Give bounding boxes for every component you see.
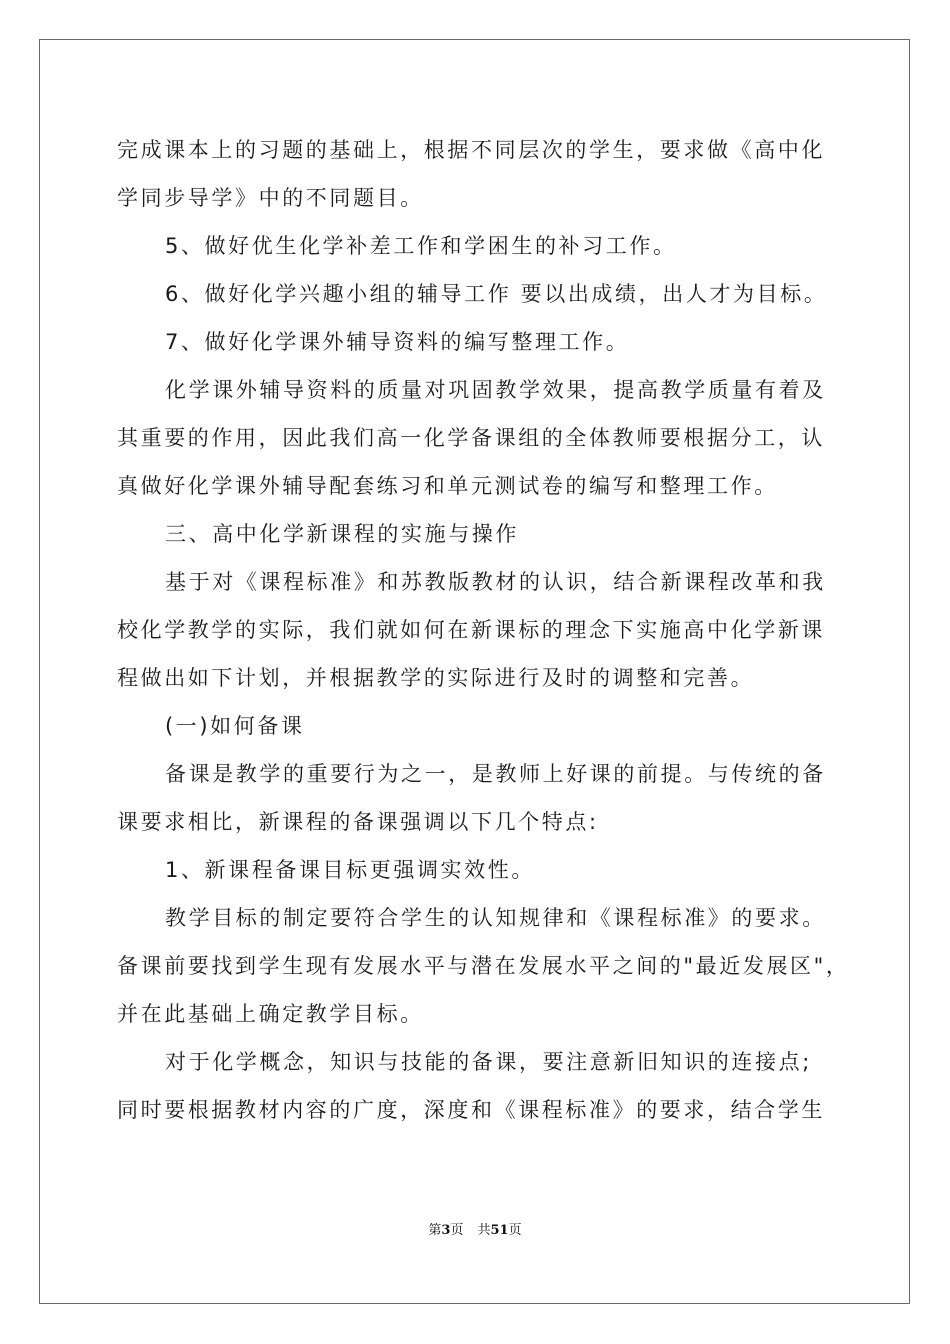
paragraph-line: 真做好化学课外辅导配套练习和单元测试卷的编写和整理工作。: [117, 474, 778, 498]
total-label-prefix: 共: [477, 1223, 491, 1238]
paragraph-line: 其重要的作用，因此我们高一化学备课组的全体教师要根据分工，认: [117, 426, 825, 450]
paragraph-line: 化学课外辅导资料的质量对巩固教学效果，提高教学质量有着及: [165, 378, 826, 402]
page-footer: [0, 1219, 950, 1238]
paragraph-line: 基于对《课程标准》和苏教版教材的认识，结合新课程改革和我: [165, 570, 826, 594]
page-number: 3: [441, 1223, 451, 1238]
paragraph-line: 教学目标的制定要符合学生的认知规律和《课程标准》的要求。: [165, 906, 826, 930]
paragraph-line: 5、做好优生化学补差工作和学困生的补习工作。: [165, 234, 677, 258]
total-pages: 51: [490, 1223, 509, 1238]
paragraph-line: 学同步导学》中的不同题目。: [117, 186, 424, 210]
paragraph-line: 程做出如下计划，并根据教学的实际进行及时的调整和完善。: [117, 666, 755, 690]
paragraph-line: 三、高中化学新课程的实施与操作: [165, 522, 519, 546]
paragraph-line: 并在此基础上确定教学目标。: [117, 1002, 424, 1026]
paragraph-line: 完成课本上的习题的基础上，根据不同层次的学生，要求做《高中化: [117, 138, 825, 162]
document-body: [117, 126, 850, 1134]
paragraph-line: 6、做好化学兴趣小组的辅导工作 要以出成绩，出人才为目标。: [165, 282, 828, 306]
paragraph-line: 同时要根据教材内容的广度，深度和《课程标准》的要求，结合学生: [117, 1098, 825, 1122]
paragraph-line: 备课前要找到学生现有发展水平与潜在发展水平之间的"最近发展区"，: [117, 954, 850, 978]
total-label-suffix: 页: [508, 1223, 522, 1238]
paragraph-line: 对于化学概念，知识与技能的备课，要注意新旧知识的连接点;: [165, 1050, 812, 1074]
page-label-suffix: 页: [450, 1223, 464, 1238]
page-label-prefix: 第: [428, 1223, 442, 1238]
paragraph-line: (一)如何备课: [165, 714, 305, 738]
paragraph-line: 1、新课程备课目标更强调实效性。: [165, 858, 535, 882]
paragraph-line: 备课是教学的重要行为之一，是教师上好课的前提。与传统的备: [165, 762, 826, 786]
paragraph-line: 7、做好化学课外辅导资料的编写整理工作。: [165, 330, 630, 354]
paragraph-line: 校化学教学的实际，我们就如何在新课标的理念下实施高中化学新课: [117, 618, 825, 642]
paragraph-line: 课要求相比，新课程的备课强调以下几个特点:: [117, 810, 599, 834]
